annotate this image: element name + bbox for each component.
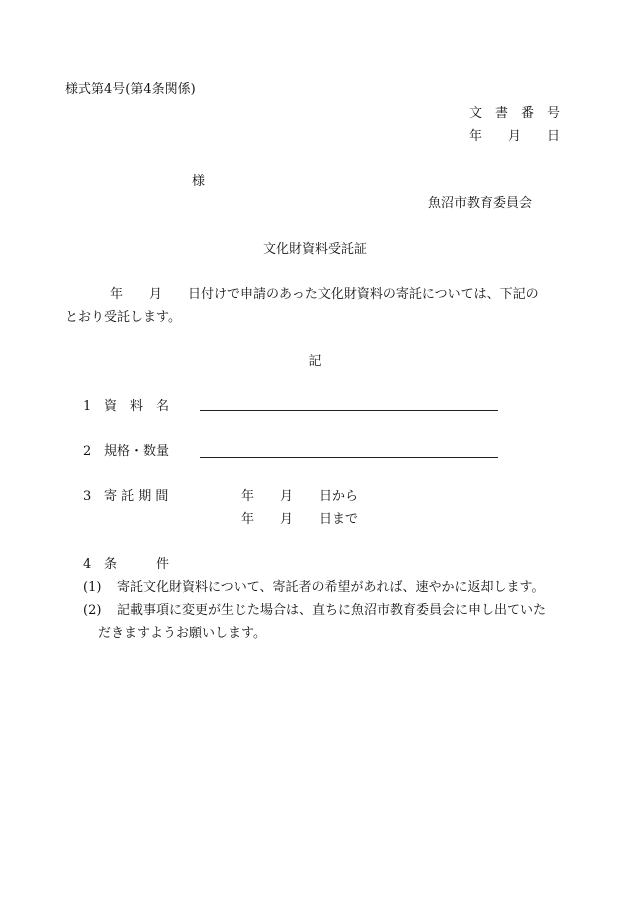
item-3-label: 寄 託 期 間 [104, 489, 169, 504]
document-title: 文化財資料受託証 [262, 242, 367, 257]
document-number-label: 文 書 番 号 [468, 106, 560, 121]
body-line-2: とおり受託します。 [65, 310, 181, 325]
item-1-number: 1 [83, 399, 92, 414]
issue-date: 年 月 日 [468, 129, 560, 144]
condition-2-text: 記載事項に変更が生じた場合は、直ちに魚沼市教育委員会に申し出ていた [117, 603, 547, 618]
item-4-label: 条 件 [104, 557, 170, 572]
deposit-period-to: 年 月 日まで [241, 512, 359, 527]
recipient-suffix: 様 [192, 174, 206, 189]
item-1-fill-line [200, 410, 498, 411]
deposit-period-from: 年 月 日から [241, 489, 359, 504]
form-number: 様式第4号(第4条関係) [65, 82, 196, 97]
item-2-label: 規格・数量 [104, 444, 170, 459]
issuer-name: 魚沼市教育委員会 [427, 196, 532, 211]
condition-1-number: (1) [83, 580, 102, 595]
item-1-label: 資 料 名 [104, 399, 170, 414]
item-4-number: 4 [83, 557, 92, 572]
condition-2-text-continued: だきますようお願いします。 [98, 626, 266, 641]
ki-heading: 記 [308, 354, 322, 369]
condition-1-text: 寄託文化財資料について、寄託者の希望があれば、速やかに返却します。 [117, 580, 545, 595]
item-2-number: 2 [83, 444, 92, 459]
body-line-1: 年 月 日付けで申請のあった文化財資料の寄託については、下記の [110, 287, 539, 302]
condition-2-number: (2) [83, 603, 102, 618]
item-2-fill-line [200, 457, 498, 458]
item-3-number: 3 [83, 489, 92, 504]
